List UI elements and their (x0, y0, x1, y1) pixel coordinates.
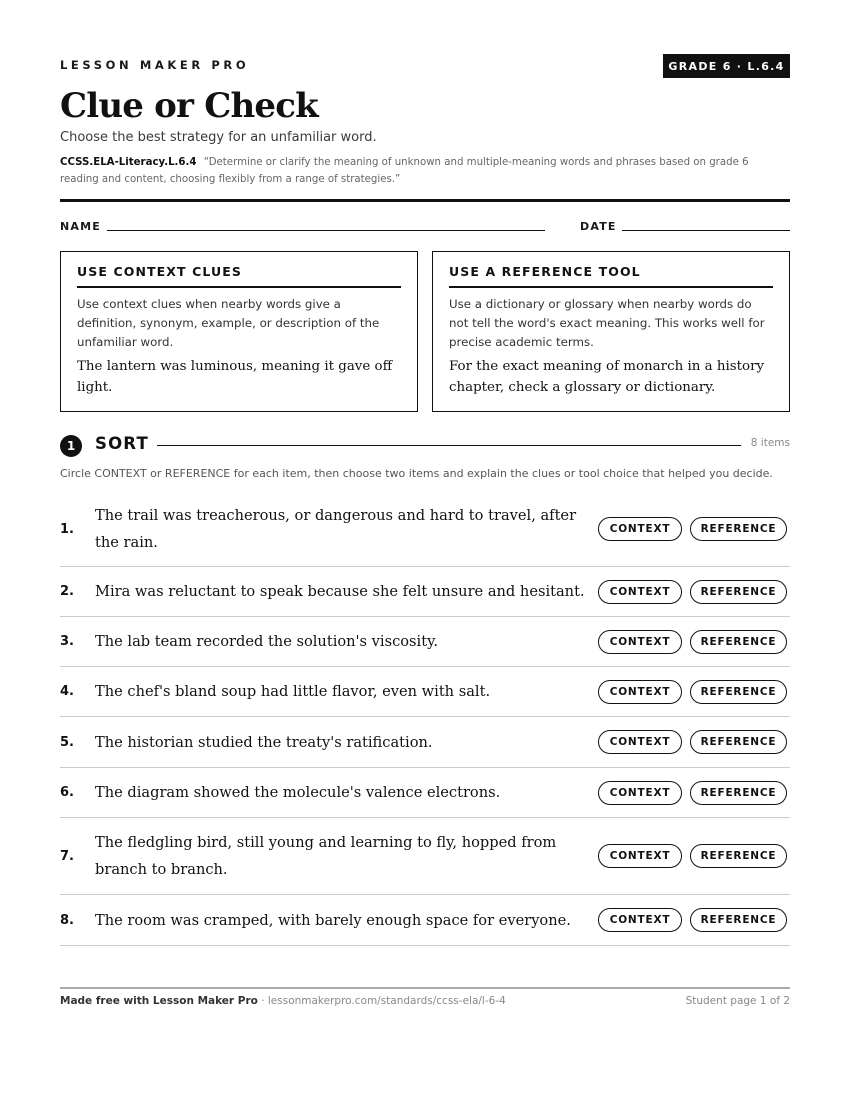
reference-choice-button[interactable]: REFERENCE (690, 908, 787, 932)
page-title: Clue or Check (60, 86, 318, 126)
list-item (60, 567, 790, 617)
card-title: USE A REFERENCE TOOL (449, 264, 773, 288)
item-number: 8. (60, 912, 74, 928)
context-choice-button[interactable]: CONTEXT (598, 580, 682, 604)
choice-group (598, 781, 790, 805)
card-example: For the exact meaning of monarch in a history chapter, check a glossary or dictionary. (449, 359, 765, 395)
list-item (60, 492, 790, 567)
item-sentence: The diagram showed the molecule's valence electrons. (95, 784, 501, 801)
brand-name: LESSON MAKER PRO (60, 58, 250, 72)
list-item (60, 768, 790, 818)
reference-choice-button[interactable]: REFERENCE (690, 680, 787, 704)
item-number: 3. (60, 634, 74, 649)
choice-group (598, 730, 790, 754)
context-choice-button[interactable]: CONTEXT (598, 680, 682, 704)
card-description: Use context clues when nearby words give a definition, synonym, example, or description of the unfamiliar word. (77, 297, 380, 349)
reference-tool-card (432, 251, 790, 412)
item-sentence: The historian studied the treaty's ratification. (95, 733, 433, 751)
item-number: 1. (60, 521, 74, 537)
choice-group (598, 680, 790, 704)
footer-url: · lessonmakerpro.com/standards/ccss-ela/l-6-4 (257, 995, 506, 1007)
standard-description (60, 155, 790, 188)
item-number: 4. (60, 684, 74, 699)
reference-choice-button[interactable]: REFERENCE (690, 517, 787, 541)
choice-group (598, 580, 790, 604)
item-sentence: The fledgling bird, still young and learning to fly, hopped from branch to branch. (95, 834, 557, 878)
card-description: Use a dictionary or glossary when nearby words do not tell the word's exact meaning. This works well for precise academic terms. (449, 297, 765, 349)
list-item (60, 895, 790, 946)
footer-page-number: Student page 1 of 2 (685, 995, 790, 1007)
context-choice-button[interactable]: CONTEXT (598, 844, 682, 868)
footer-credit (60, 995, 506, 1007)
item-sentence: The trail was treacherous, or dangerous and hard to travel, after the rain. (95, 507, 577, 551)
item-sentence: The lab team recorded the solution's viscosity. (95, 633, 439, 650)
footer-divider (60, 987, 790, 989)
reference-choice-button[interactable]: REFERENCE (690, 630, 787, 654)
item-number: 7. (60, 848, 74, 864)
header-divider (60, 199, 790, 202)
context-choice-button[interactable]: CONTEXT (598, 630, 682, 654)
choice-group (598, 908, 790, 932)
standard-text: “Determine or clarify the meaning of unknown and multiple-meaning words and phrases based on grade 6 reading and content, choosing flexibly from a range of strategies.” (60, 157, 749, 185)
date-label: DATE (580, 220, 617, 233)
list-item (60, 617, 790, 667)
context-choice-button[interactable]: CONTEXT (598, 908, 682, 932)
context-clues-card (60, 251, 418, 412)
card-title: USE CONTEXT CLUES (77, 264, 401, 288)
list-item (60, 667, 790, 717)
list-item (60, 818, 790, 895)
choice-group (598, 844, 790, 868)
item-sentence: Mira was reluctant to speak because she felt unsure and hesitant. (95, 583, 585, 600)
item-sentence: The chef's bland soup had little flavor, even with salt. (95, 683, 491, 700)
reference-choice-button[interactable]: REFERENCE (690, 730, 787, 754)
item-number: 6. (60, 785, 74, 800)
reference-choice-button[interactable]: REFERENCE (690, 844, 787, 868)
reference-choice-button[interactable]: REFERENCE (690, 580, 787, 604)
sort-items-list (60, 492, 790, 946)
grade-badge: GRADE 6 · L.6.4 (663, 54, 790, 78)
item-sentence: The room was cramped, with barely enough space for everyone. (95, 911, 571, 929)
choice-group (598, 630, 790, 654)
step-number-badge: 1 (60, 435, 82, 457)
item-count: 8 items (750, 437, 790, 449)
standard-code: CCSS.ELA-Literacy.L.6.4 (60, 157, 197, 168)
sort-section-header (60, 433, 790, 457)
reference-choice-button[interactable]: REFERENCE (690, 781, 787, 805)
section-title: SORT (95, 434, 149, 453)
name-field[interactable] (107, 230, 545, 231)
context-choice-button[interactable]: CONTEXT (598, 781, 682, 805)
context-choice-button[interactable]: CONTEXT (598, 517, 682, 541)
item-number: 2. (60, 584, 74, 599)
date-field[interactable] (622, 230, 790, 231)
worksheet-page (60, 0, 790, 1100)
page-subtitle: Choose the best strategy for an unfamiliar word. (60, 130, 377, 145)
section-divider (157, 445, 741, 446)
choice-group (598, 517, 790, 541)
name-label: NAME (60, 220, 101, 233)
card-example: The lantern was luminous, meaning it gave off light. (77, 359, 393, 395)
context-choice-button[interactable]: CONTEXT (598, 730, 682, 754)
footer-made-with: Made free with Lesson Maker Pro (60, 995, 258, 1007)
section-instructions: Circle CONTEXT or REFERENCE for each item, then choose two items and explain the clues or tool choice that helped you decide. (60, 467, 773, 480)
item-number: 5. (60, 734, 74, 750)
list-item (60, 717, 790, 768)
